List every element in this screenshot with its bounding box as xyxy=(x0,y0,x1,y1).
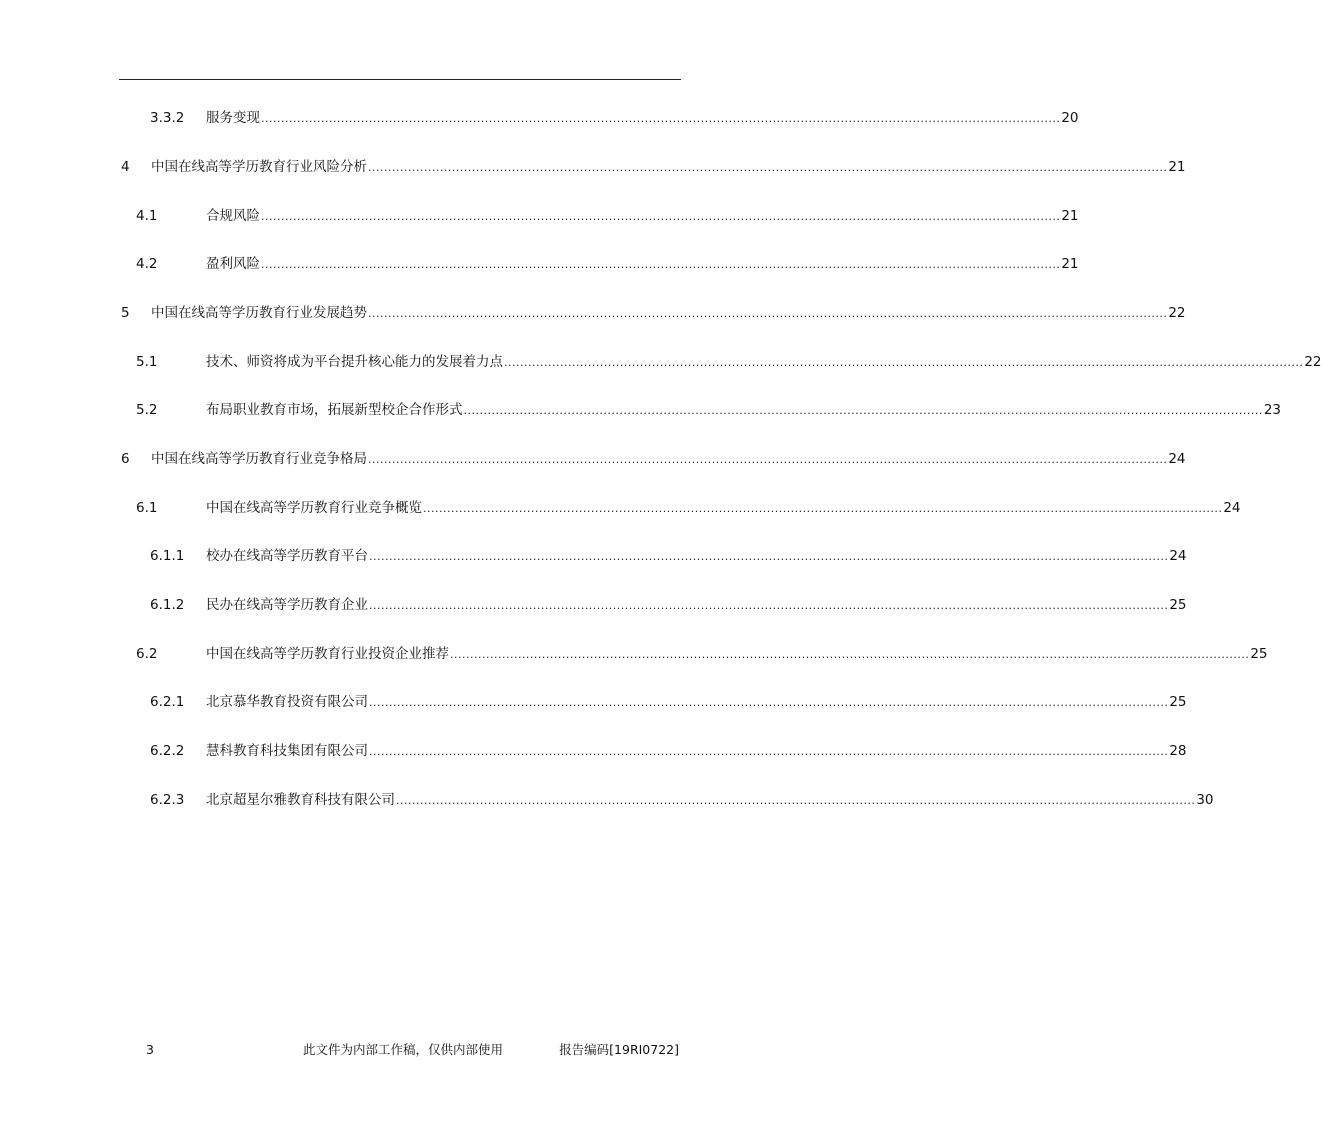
dot-leader: ........................................................................................................................................................................................................ xyxy=(368,307,1168,320)
footer-page-number: 3 xyxy=(146,1042,154,1057)
toc-entry-number: 6.1.2 xyxy=(150,597,185,613)
toc-entry-title: 中国在线高等学历教育行业投资企业推荐 xyxy=(206,646,449,662)
dot-leader: ........................................................................................................................................................................................................ xyxy=(423,502,1223,515)
dot-leader: ........................................................................................................................................................................................................ xyxy=(369,599,1169,612)
toc-entry-6-2-3[interactable] xyxy=(0,789,1214,811)
toc-entry-page: 20 xyxy=(1061,110,1079,126)
toc-entry-5-1[interactable] xyxy=(0,351,1322,373)
toc-entry-page: 25 xyxy=(1169,597,1187,613)
toc-entry-number: 5 xyxy=(121,305,130,321)
toc-entry-6-2-2[interactable] xyxy=(0,740,1187,762)
toc-entry-6-1[interactable] xyxy=(0,497,1241,519)
toc-entry-3-3-2[interactable] xyxy=(0,107,1079,129)
toc-entry-6-1-1[interactable] xyxy=(0,545,1187,567)
toc-entry-number: 6.2 xyxy=(136,646,158,662)
toc-entry-title: 合规风险 xyxy=(206,208,260,224)
dot-leader: ........................................................................................................................................................................................................ xyxy=(369,696,1169,709)
toc-entry-title: 布局职业教育市场，拓展新型校企合作形式 xyxy=(206,402,463,418)
toc-entry-title: 技术、师资将成为平台提升核心能力的发展着力点 xyxy=(206,354,503,370)
dot-leader: ........................................................................................................................................................................................................ xyxy=(504,356,1304,369)
toc-entry-number: 4.2 xyxy=(136,256,158,272)
toc-entry-page: 22 xyxy=(1168,305,1186,321)
toc-entry-page: 21 xyxy=(1061,208,1079,224)
dot-leader: ........................................................................................................................................................................................................ xyxy=(463,404,1263,417)
toc-entry-number: 5.1 xyxy=(136,354,158,370)
toc-entry-title: 中国在线高等学历教育行业风险分析 xyxy=(151,159,367,175)
toc-entry-number: 4.1 xyxy=(136,208,158,224)
toc-entry-4[interactable] xyxy=(0,156,1186,178)
toc-entry-title: 北京超星尔雅教育科技有限公司 xyxy=(206,792,395,808)
toc-entry-6-1-2[interactable] xyxy=(0,594,1187,616)
dot-leader: ........................................................................................................................................................................................................ xyxy=(261,258,1061,271)
toc-entry-page: 30 xyxy=(1196,792,1214,808)
toc-entry-5[interactable] xyxy=(0,302,1186,324)
toc-entry-number: 6.1.1 xyxy=(150,548,185,564)
toc-entry-title: 民办在线高等学历教育企业 xyxy=(206,597,368,613)
toc-entry-4-2[interactable] xyxy=(0,253,1079,275)
toc-entry-title: 校办在线高等学历教育平台 xyxy=(206,548,368,564)
dot-leader: ........................................................................................................................................................................................................ xyxy=(450,648,1250,661)
toc-entry-number: 6.2.1 xyxy=(150,694,185,710)
toc-entry-title: 中国在线高等学历教育行业发展趋势 xyxy=(151,305,367,321)
toc-entry-page: 25 xyxy=(1250,646,1268,662)
toc-entry-number: 6 xyxy=(121,451,130,467)
toc-entry-page: 28 xyxy=(1169,743,1187,759)
toc-entry-6-2-1[interactable] xyxy=(0,691,1187,713)
toc-entry-page: 24 xyxy=(1223,500,1241,516)
toc-entry-title: 北京慕华教育投资有限公司 xyxy=(206,694,368,710)
toc-entry-number: 6.1 xyxy=(136,500,158,516)
toc-entry-page: 25 xyxy=(1169,694,1187,710)
dot-leader: ........................................................................................................................................................................................................ xyxy=(261,112,1061,125)
toc-entry-page: 22 xyxy=(1304,354,1322,370)
toc-entry-page: 21 xyxy=(1061,256,1079,272)
dot-leader: ........................................................................................................................................................................................................ xyxy=(368,453,1168,466)
toc-entry-page: 21 xyxy=(1168,159,1186,175)
toc-entry-6-2[interactable] xyxy=(0,643,1268,665)
toc-entry-title: 盈利风险 xyxy=(206,256,260,272)
toc-entry-title: 慧科教育科技集团有限公司 xyxy=(206,743,368,759)
dot-leader: ........................................................................................................................................................................................................ xyxy=(368,161,1168,174)
toc-entry-page: 24 xyxy=(1168,451,1186,467)
toc-entry-6[interactable] xyxy=(0,448,1186,470)
footer-report-code: 报告编码[19RI0722] xyxy=(559,1042,679,1057)
dot-leader: ........................................................................................................................................................................................................ xyxy=(369,745,1169,758)
toc-entry-number: 6.2.3 xyxy=(150,792,185,808)
page-footer xyxy=(0,1040,800,1060)
toc-entry-page: 24 xyxy=(1169,548,1187,564)
toc-entry-title: 中国在线高等学历教育行业竞争概览 xyxy=(206,500,422,516)
footer-confidentiality-notice: 此文件为内部工作稿，仅供内部使用 xyxy=(303,1042,504,1057)
toc-entry-number: 4 xyxy=(121,159,130,175)
dot-leader: ........................................................................................................................................................................................................ xyxy=(369,550,1169,563)
toc-entry-title: 中国在线高等学历教育行业竞争格局 xyxy=(151,451,367,467)
toc-entry-number: 6.2.2 xyxy=(150,743,185,759)
toc-entry-number: 5.2 xyxy=(136,402,158,418)
toc-entry-title: 服务变现 xyxy=(206,110,260,126)
toc-entry-4-1[interactable] xyxy=(0,205,1079,227)
toc-entry-page: 23 xyxy=(1263,402,1282,418)
dot-leader: ........................................................................................................................................................................................................ xyxy=(261,210,1061,223)
dot-leader: ........................................................................................................................................................................................................ xyxy=(396,794,1196,807)
toc-entry-number: 3.3.2 xyxy=(150,110,185,126)
toc-entry-5-2[interactable] xyxy=(0,399,1282,421)
